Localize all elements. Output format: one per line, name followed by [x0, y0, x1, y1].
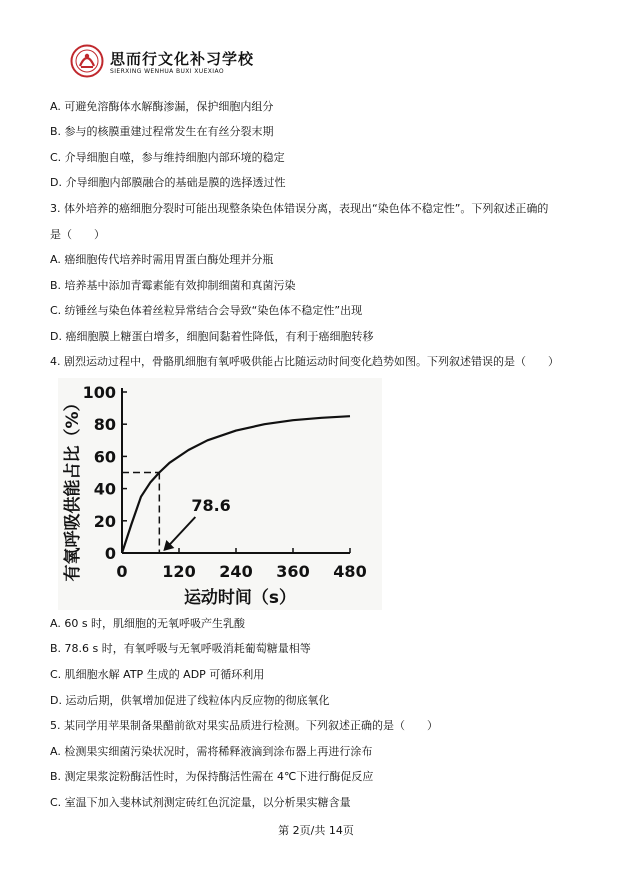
page-number: 第 2页/共 14页	[278, 824, 354, 837]
x-axis-label: 运动时间（s）	[183, 588, 297, 608]
x-tick-label: 120	[162, 562, 196, 581]
text-line: D. 介导细胞内部膜融合的基础是膜的选择透过性	[50, 176, 286, 189]
aerobic-ratio-chart	[58, 378, 382, 610]
x-tick-label: 360	[276, 562, 310, 581]
x-tick-label: 240	[219, 562, 253, 581]
q4-option-c: C. 肌细胞水解 ATP 生成的 ADP 可循环利用	[50, 668, 265, 681]
y-tick-label: 100	[82, 383, 116, 402]
q5-option-c: C. 室温下加入斐林试剂测定砖红色沉淀量，以分析果实糖含量	[50, 796, 351, 809]
question-4-stem: 4. 剧烈运动过程中，骨骼肌细胞有氧呼吸供能占比随运动时间变化趋势如图。下列叙述错误的是（ ）	[50, 355, 559, 368]
y-tick-label: 60	[93, 447, 116, 467]
text-line: C. 介导细胞自噬，参与维持细胞内部环境的稳定	[50, 151, 285, 164]
school-logo-icon	[70, 44, 104, 78]
annotation-label: 78.6	[191, 496, 231, 515]
q4-option-b: B. 78.6 s 时，有氧呼吸与无氧呼吸消耗葡萄糖量相等	[50, 642, 311, 655]
x-tick-label: 480	[333, 562, 367, 581]
text-line: B. 参与的核膜重建过程常发生在有丝分裂末期	[50, 125, 274, 138]
y-tick-label: 0	[104, 544, 116, 563]
text-line: A. 可避免溶酶体水解酶渗漏，保护细胞内组分	[50, 100, 274, 113]
y-tick-label: 20	[93, 511, 116, 531]
q5-option-a: A. 检测果实细菌污染状况时，需将稀释液滴到涂布器上再进行涂布	[50, 745, 373, 758]
y-tick-label: 80	[93, 415, 116, 435]
question-5-stem: 5. 某同学用苹果制备果醋前欲对果实品质进行检测。下列叙述正确的是（ ）	[50, 719, 438, 732]
q3-option-c: C. 纺锤丝与染色体着丝粒异常结合会导致“染色体不稳定性”出现	[50, 304, 363, 317]
school-name: 思而行文化补习学校	[110, 50, 255, 68]
q4-option-d: D. 运动后期，供氧增加促进了线粒体内反应物的彻底氧化	[50, 694, 330, 707]
q3-option-d: D. 癌细胞膜上糖蛋白增多，细胞间黏着性降低，有利于癌细胞转移	[50, 330, 374, 343]
q3-option-a: A. 癌细胞传代培养时需用胃蛋白酶处理并分瓶	[50, 253, 274, 266]
question-3-stem-cont: 是（ ）	[50, 228, 105, 241]
y-tick-label: 40	[93, 479, 116, 499]
q5-option-b: B. 测定果浆淀粉酶活性时，为保持酶活性需在 4℃下进行酶促反应	[50, 770, 374, 783]
q4-option-a: A. 60 s 时，肌细胞的无氧呼吸产生乳酸	[50, 617, 246, 630]
school-pinyin: SIERXING WENHUA BUXI XUEXIAO	[110, 68, 224, 75]
q3-option-b: B. 培养基中添加青霉素能有效抑制细菌和真菌污染	[50, 279, 296, 292]
question-3-stem: 3. 体外培养的癌细胞分裂时可能出现整条染色体错误分离，表现出“染色体不稳定性”。下列叙述正确的	[50, 202, 549, 215]
y-axis-label: 有氧呼吸供能占比（%）	[63, 394, 83, 582]
x-tick-label: 0	[116, 562, 128, 581]
